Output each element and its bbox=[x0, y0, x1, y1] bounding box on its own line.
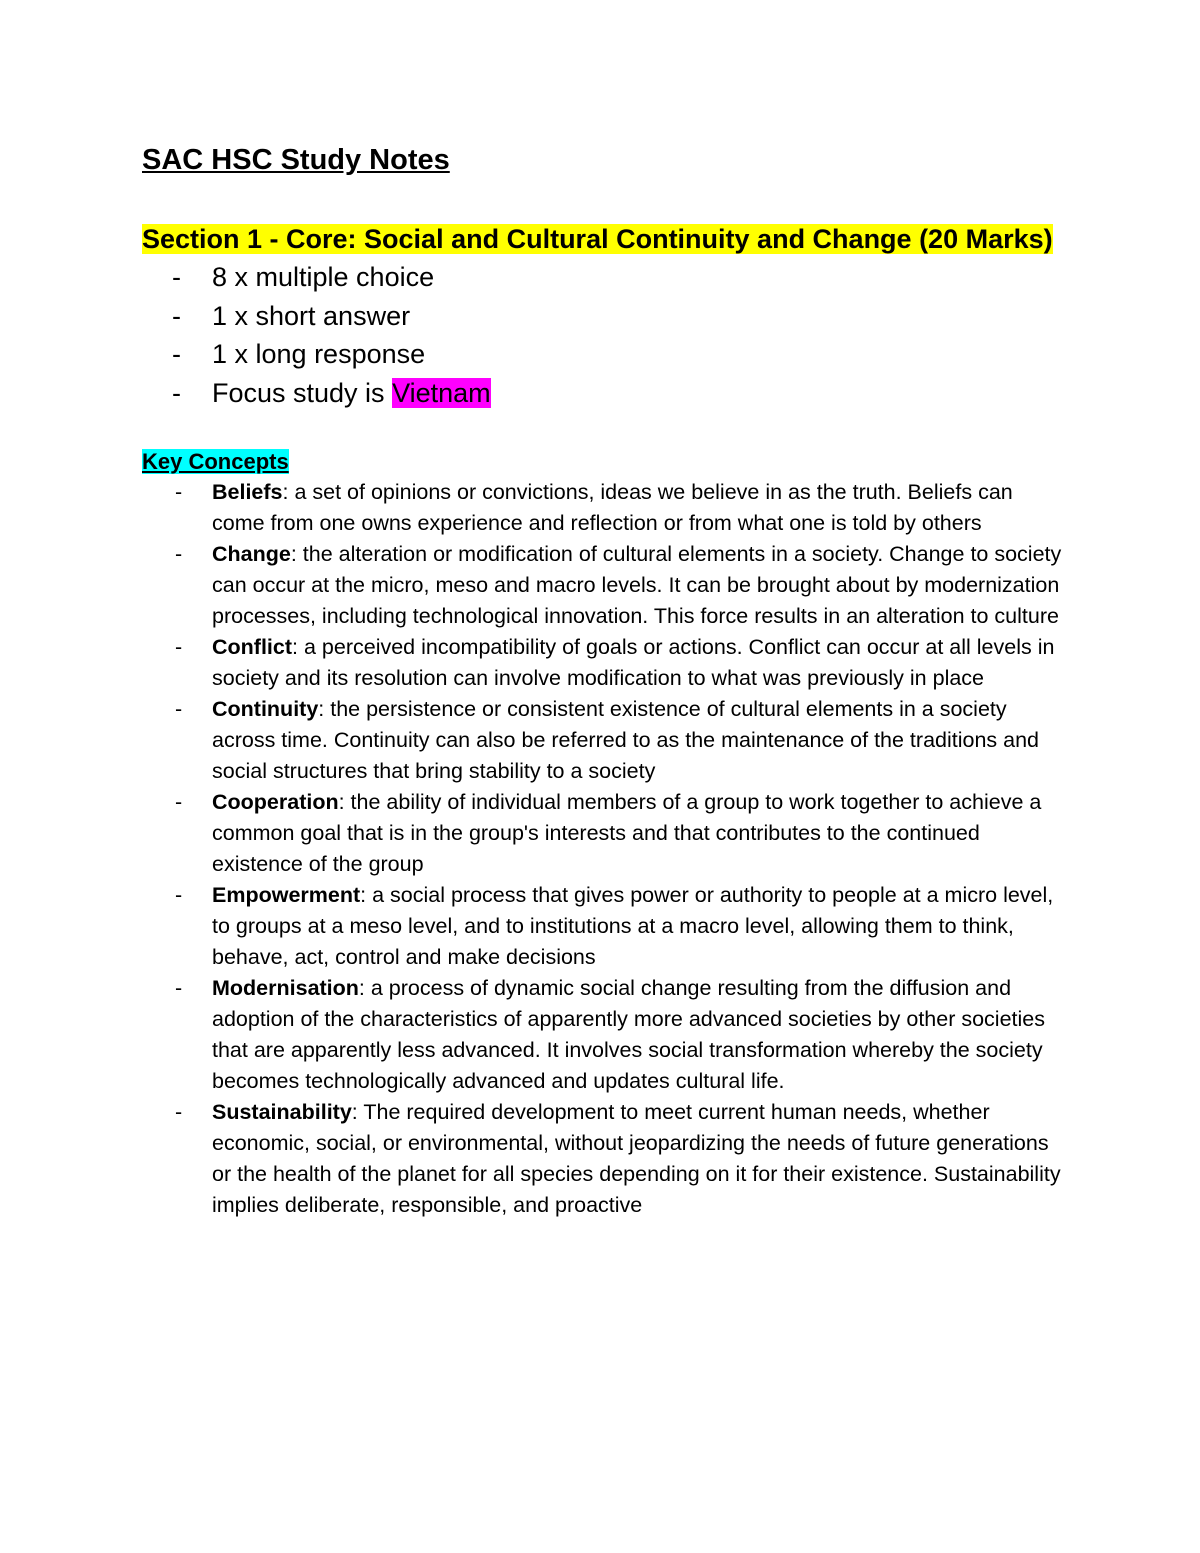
dash-bullet-icon: - bbox=[175, 976, 183, 1000]
concept-definition: : The required development to meet current human needs, whether economic, social, or environmental, without jeopardizing the needs of future generations or the health of the planet for all species depending on it for their existence. Sustainability implies deliberate, responsible, and proactive bbox=[212, 1100, 1061, 1217]
document-page bbox=[142, 138, 1062, 1221]
concept-definition: : the ability of individual members of a group to work together to achieve a common goal that is in the group's interests and that contributes to the continued existence of the group bbox=[212, 790, 1042, 876]
concept-term: Sustainability bbox=[212, 1100, 352, 1124]
list-item bbox=[142, 297, 1062, 336]
concept-term: Empowerment bbox=[212, 883, 361, 907]
list-item-text: 1 x short answer bbox=[212, 300, 411, 331]
dash-bullet-icon: - bbox=[172, 339, 181, 369]
dash-bullet-icon: - bbox=[175, 883, 183, 907]
concept-definition: : a social process that gives power or authority to people at a micro level, to groups at a meso level, and to institutions at a macro level, allowing them to think, behave, act, control and make decisions bbox=[212, 883, 1054, 969]
concept-item-empowerment bbox=[142, 880, 1062, 973]
section-requirements-list bbox=[142, 258, 1062, 412]
concept-term: Modernisation bbox=[212, 976, 359, 1000]
list-item bbox=[142, 258, 1062, 297]
dash-bullet-icon: - bbox=[172, 300, 181, 331]
dash-bullet-icon: - bbox=[175, 1100, 183, 1124]
key-concepts-list bbox=[142, 477, 1062, 1221]
concept-term: Change bbox=[212, 542, 291, 566]
list-item bbox=[142, 335, 1062, 374]
dash-bullet-icon: - bbox=[175, 697, 183, 721]
concept-item-cooperation bbox=[142, 787, 1062, 880]
concept-term: Conflict bbox=[212, 635, 293, 659]
focus-study-label: Focus study is bbox=[212, 377, 393, 408]
dash-bullet-icon: - bbox=[175, 635, 183, 659]
key-concepts-heading-text: Key Concepts bbox=[142, 449, 289, 474]
key-concepts-heading bbox=[142, 447, 1062, 477]
concept-definition: : a process of dynamic social change resulting from the diffusion and adoption of the characteristics of apparently more advanced societies by other societies that are apparently less advanced. It involves social transformation whereby the society becomes technologically advanced and updates cultural life. bbox=[212, 976, 1045, 1093]
concept-term: Continuity bbox=[212, 697, 319, 721]
concept-definition: : a perceived incompatibility of goals or actions. Conflict can occur at all levels in society and its resolution can involve modification to what was previously in place bbox=[212, 635, 1055, 690]
dash-bullet-icon: - bbox=[172, 262, 181, 292]
concept-item-continuity bbox=[142, 694, 1062, 787]
dash-bullet-icon: - bbox=[172, 377, 181, 408]
concept-item-beliefs bbox=[142, 477, 1062, 539]
list-item-text: 1 x long response bbox=[212, 339, 426, 369]
dash-bullet-icon: - bbox=[175, 790, 183, 814]
concept-item-modernisation bbox=[142, 973, 1062, 1097]
dash-bullet-icon: - bbox=[175, 542, 183, 566]
section-heading-text: Section 1 - Core: Social and Cultural Continuity and Change (20 Marks) bbox=[142, 224, 1053, 254]
concept-definition: : the alteration or modification of cultural elements in a society. Change to society can occur at the micro, meso and macro levels. It can be brought about by modernization processes, including technological innovation. This force results in an alteration to culture bbox=[212, 542, 1062, 628]
page-title: SAC HSC Study Notes bbox=[142, 144, 450, 176]
concept-term: Cooperation bbox=[212, 790, 339, 814]
section-heading bbox=[142, 220, 1062, 258]
concept-definition: : the persistence or consistent existence of cultural elements in a society across time. Continuity can also be referred to as the maintenance of the traditions and social structures that bring stability to a society bbox=[212, 697, 1040, 783]
concept-term: Beliefs bbox=[212, 480, 283, 504]
concept-definition: : a set of opinions or convictions, ideas we believe in as the truth. Beliefs can come from one owns experience and reflection or from what one is told by others bbox=[212, 480, 1013, 535]
list-item-text: 8 x multiple choice bbox=[212, 262, 435, 292]
concept-item-change bbox=[142, 539, 1062, 632]
concept-item-conflict bbox=[142, 632, 1062, 694]
concept-item-sustainability bbox=[142, 1097, 1062, 1221]
focus-study-country: Vietnam bbox=[392, 377, 491, 408]
dash-bullet-icon: - bbox=[175, 480, 183, 504]
list-item-focus-study bbox=[142, 374, 1062, 413]
